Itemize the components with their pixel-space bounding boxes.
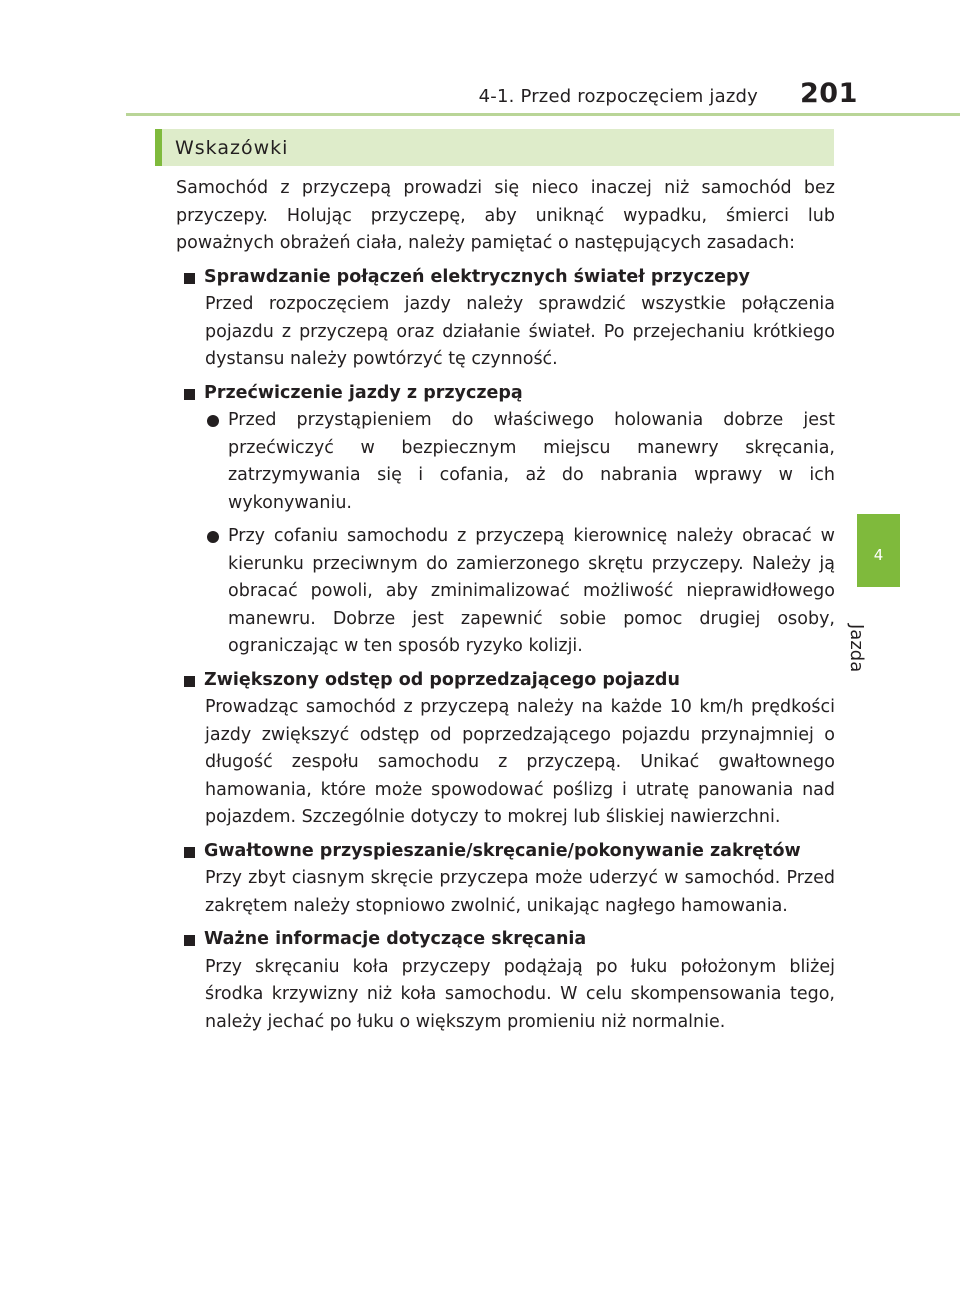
- chapter-tab: [857, 514, 900, 587]
- section-turning: [176, 926, 835, 1036]
- round-bullet-icon: [207, 531, 219, 543]
- note-title: Wskazówki: [175, 137, 289, 159]
- chapter-label: Jazda: [846, 624, 867, 673]
- round-bullet-icon: [207, 415, 219, 427]
- section-distance: [176, 667, 835, 832]
- note-accent: [155, 129, 162, 166]
- section-title: 4-1. Przed rozpoczęciem jazdy: [478, 86, 758, 107]
- section-text: Przy skręcaniu koła przyczepy podążają po łuku położonym bliżej środka krzywizny niż koła samochodu. W celu skompensowania tego, należy jechać po łuku o większym promieniu niż normalnie.: [205, 956, 835, 1032]
- section-heading: Przećwiczenie jazdy z przyczepą: [176, 380, 835, 408]
- section-electrical: [176, 264, 835, 374]
- square-bullet-icon: [184, 847, 195, 858]
- intro-paragraph: Samochód z przyczepą prowadzi się nieco inaczej niż samochód bez przyczepy. Holując przyczepę, aby uniknąć wypadku, śmierci lub poważnych obrażeń ciała, należy pamiętać o następujących zasadach:: [176, 178, 835, 253]
- section-text: Przed rozpoczęciem jazdy należy sprawdzić wszystkie połączenia pojazdu z przyczepą oraz działanie świateł. Po przejechaniu krótkiego dystansu należy powtórzyć tę czynność.: [205, 294, 835, 369]
- section-heading: Sprawdzanie połączeń elektrycznych świateł przyczepy: [176, 264, 835, 292]
- section-sudden-maneuvers: [176, 838, 835, 921]
- content: [176, 175, 835, 1042]
- section-text: Przy zbyt ciasnym skręcie przyczepa może uderzyć w samochód. Przed zakrętem należy stopniowo zwolnić, unikając nagłego hamowania.: [205, 868, 835, 916]
- list-item: Przy cofaniu samochodu z przyczepą kierownicę należy obracać w kierunku przeciwnym do zamierzonego skrętu przyczepy. Należy ją obracać powoli, aby zminimalizować możliwość nieprawidłowego manewru. Dobrze jest zapewnić sobie pomoc drugiej osoby, ograniczając w ten sposób ryzyko kolizji.: [176, 523, 835, 661]
- square-bullet-icon: [184, 389, 195, 400]
- list-item: Przed przystąpieniem do właściwego holowania dobrze jest przećwiczyć w bezpiecznym miejscu manewry skręcania, zatrzymywania się i cofania, aż do nabrania wprawy w ich wykonywaniu.: [176, 407, 835, 517]
- section-heading: Ważne informacje dotyczące skręcania: [176, 926, 835, 954]
- section-heading: Zwiększony odstęp od poprzedzającego pojazdu: [176, 667, 835, 695]
- square-bullet-icon: [184, 676, 195, 687]
- square-bullet-icon: [184, 273, 195, 284]
- header-rule: [126, 113, 960, 116]
- note-header: [155, 129, 834, 166]
- section-heading: Gwałtowne przyspieszanie/skręcanie/pokonywanie zakrętów: [176, 838, 835, 866]
- page-number: 201: [800, 78, 858, 109]
- chapter-number: 4: [873, 546, 884, 564]
- section-text: Prowadząc samochód z przyczepą należy na każde 10 km/h prędkości jazdy zwiększyć odstęp od poprzedzającego pojazdu przynajmniej o długość zespołu samochodu z przyczepą. Unikać gwałtownego hamowania, które może spowodować poślizg i utratę panowania nad pojazdem. Szczególnie dotyczy to mokrej lub śliskiej nawierzchni.: [205, 697, 835, 827]
- section-practice: [176, 380, 835, 661]
- square-bullet-icon: [184, 935, 195, 946]
